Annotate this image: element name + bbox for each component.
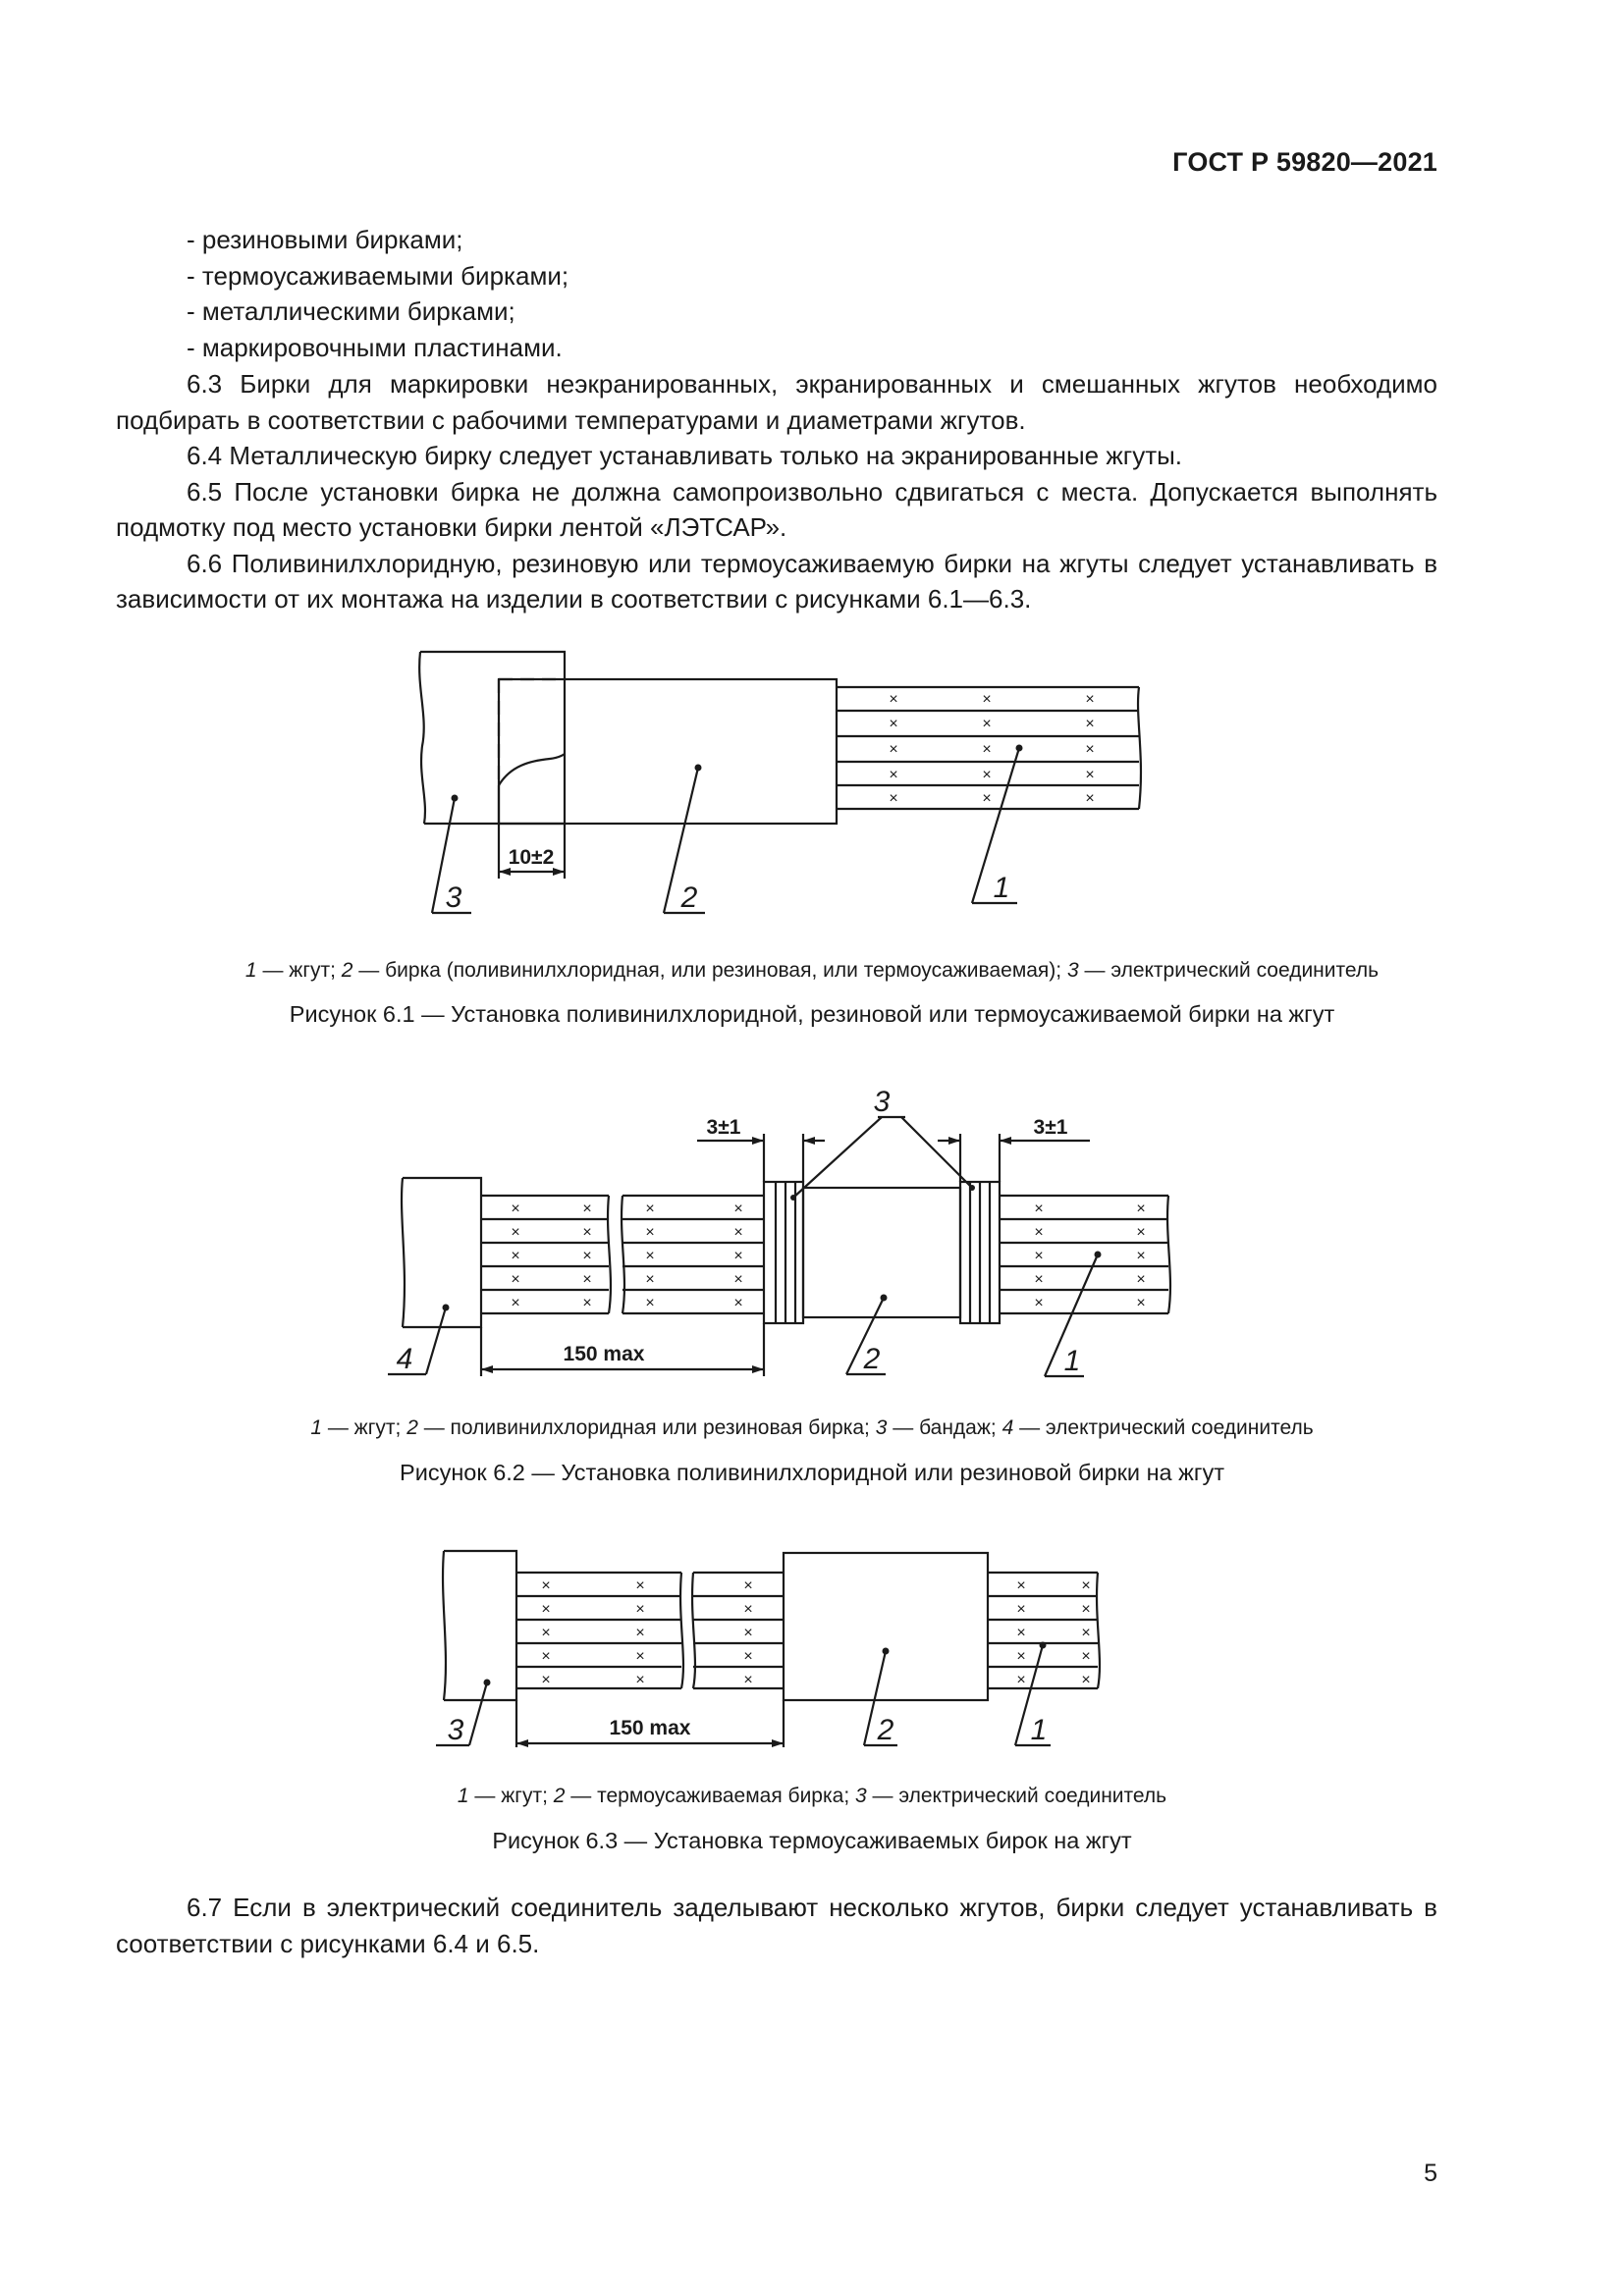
callout-1: 1 — [993, 872, 1010, 904]
legend-text: — бандаж; — [887, 1416, 1002, 1439]
callout-2: 2 — [680, 881, 698, 914]
svg-text:×: × — [1016, 1672, 1026, 1688]
svg-text:×: × — [733, 1224, 743, 1241]
svg-text:×: × — [541, 1577, 551, 1594]
list-item: - маркировочными пластинами. — [187, 332, 563, 362]
svg-text:×: × — [645, 1224, 655, 1241]
svg-text:×: × — [743, 1601, 753, 1618]
svg-text:×: × — [1136, 1224, 1146, 1241]
svg-text:×: × — [1081, 1648, 1091, 1665]
svg-text:×: × — [1034, 1248, 1044, 1264]
figure-6-3-drawing — [0, 1531, 1624, 1747]
svg-text:×: × — [889, 716, 898, 732]
figure-6-1-caption: Рисунок 6.1 — Установка поливинилхлоридной, резиновой или термоусаживаемой бирки на жгут — [289, 1001, 1335, 1027]
svg-text:×: × — [1081, 1601, 1091, 1618]
svg-text:×: × — [733, 1201, 743, 1217]
svg-text:×: × — [982, 691, 992, 708]
figure-6-1-drawing — [0, 628, 1624, 942]
svg-text:×: × — [645, 1201, 655, 1217]
legend-num: 2 — [341, 959, 353, 982]
figure-6-2-drawing — [0, 1080, 1624, 1394]
dimension-label: 10±2 — [508, 846, 555, 869]
svg-text:×: × — [889, 790, 898, 807]
legend-text: — электрический соединитель — [1013, 1416, 1314, 1439]
svg-text:×: × — [982, 741, 992, 758]
svg-text:×: × — [1016, 1577, 1026, 1594]
list-item: - металлическими бирками; — [187, 296, 515, 326]
svg-text:×: × — [635, 1577, 645, 1594]
dimension-length-label: 150 max — [609, 1717, 691, 1739]
svg-text:×: × — [635, 1672, 645, 1688]
dimension-right-label: 3±1 — [1033, 1116, 1068, 1139]
figure-6-2-legend — [0, 1416, 1624, 1440]
svg-text:×: × — [1016, 1648, 1026, 1665]
wire-marks — [541, 1577, 1090, 1688]
legend-num: 3 — [1066, 959, 1079, 982]
svg-text:×: × — [511, 1201, 520, 1217]
legend-num: 4 — [1001, 1416, 1014, 1439]
svg-text:×: × — [511, 1271, 520, 1288]
legend-text: — термоусаживаемая бирка; — [565, 1785, 855, 1807]
svg-text:×: × — [733, 1248, 743, 1264]
svg-text:×: × — [1081, 1577, 1091, 1594]
svg-text:×: × — [541, 1625, 551, 1641]
svg-text:×: × — [1034, 1224, 1044, 1241]
svg-text:×: × — [1034, 1201, 1044, 1217]
svg-text:×: × — [582, 1201, 592, 1217]
callout-1: 1 — [1030, 1714, 1048, 1746]
figure-6-3-legend — [0, 1785, 1624, 1808]
figure-6-3-caption: Рисунок 6.3 — Установка термоусаживаемых бирок на жгут — [492, 1828, 1132, 1853]
legend-text: — электрический соединитель — [866, 1785, 1167, 1807]
legend-num: 1 — [244, 959, 257, 982]
list-item: - резиновыми бирками; — [187, 225, 463, 254]
legend-num: 1 — [310, 1416, 323, 1439]
figure-6-1-legend — [0, 959, 1624, 983]
wire-marks — [511, 1201, 1145, 1311]
svg-text:×: × — [743, 1672, 753, 1688]
legend-num: 2 — [406, 1416, 418, 1439]
svg-text:×: × — [889, 767, 898, 783]
legend-text: — бирка (поливинилхлоридная, или резиновая, или термоусаживаемая); — [352, 959, 1067, 982]
svg-text:×: × — [1085, 691, 1095, 708]
paragraph-6-3: 6.3 Бирки для маркировки неэкранированных, экранированных и смешанных жгутов необходимо подбирать в соответствии с рабочими температурами и диаметрами жгутов. — [116, 369, 1437, 435]
paragraph-6-5: 6.5 После установки бирка не должна самопроизвольно сдвигаться с места. Допускается выполнять подмотку под место установки бирки лентой «ЛЭТСАР». — [116, 476, 1437, 542]
svg-text:×: × — [1136, 1271, 1146, 1288]
svg-text:×: × — [541, 1648, 551, 1665]
svg-text:×: × — [1136, 1248, 1146, 1264]
svg-text:×: × — [645, 1248, 655, 1264]
svg-text:×: × — [1034, 1271, 1044, 1288]
callout-4: 4 — [396, 1343, 413, 1375]
svg-text:×: × — [1136, 1295, 1146, 1311]
svg-text:×: × — [1085, 716, 1095, 732]
svg-text:×: × — [635, 1601, 645, 1618]
paragraphs-block — [116, 366, 1437, 617]
dimension-left-label: 3±1 — [706, 1116, 741, 1139]
legend-num: 2 — [553, 1785, 566, 1807]
legend-num: 3 — [875, 1416, 888, 1439]
svg-text:×: × — [1016, 1601, 1026, 1618]
svg-text:×: × — [889, 691, 898, 708]
callout-2: 2 — [863, 1343, 881, 1375]
svg-text:×: × — [511, 1295, 520, 1311]
callout-3: 3 — [445, 881, 462, 914]
svg-text:×: × — [1016, 1625, 1026, 1641]
paragraph-6-7: 6.7 Если в электрический соединитель заделывают несколько жгутов, бирки следует устанавливать в соответствии с рисунками 6.4 и 6.5. — [116, 1893, 1437, 1958]
svg-text:×: × — [1081, 1672, 1091, 1688]
legend-text: — жгут; — [468, 1785, 554, 1807]
svg-text:×: × — [582, 1224, 592, 1241]
page-number: 5 — [1424, 2160, 1437, 2187]
svg-text:×: × — [635, 1648, 645, 1665]
svg-text:×: × — [1085, 790, 1095, 807]
svg-text:×: × — [982, 790, 992, 807]
callout-1: 1 — [1063, 1345, 1081, 1377]
svg-text:×: × — [645, 1295, 655, 1311]
svg-text:×: × — [982, 767, 992, 783]
figure-6-2-caption: Рисунок 6.2 — Установка поливинилхлоридной или резиновой бирки на жгут — [400, 1460, 1224, 1485]
svg-text:×: × — [1085, 741, 1095, 758]
paragraph-6-6: 6.6 Поливинилхлоридную, резиновую или термоусаживаемую бирки на жгуты следует устанавливать в зависимости от их монтажа на изделии в соответствии с рисунками 6.1—6.3. — [116, 548, 1437, 614]
svg-text:×: × — [743, 1648, 753, 1665]
legend-text: — электрический соединитель — [1078, 959, 1380, 982]
wire-marks — [889, 691, 1094, 807]
legend-num: 3 — [855, 1785, 867, 1807]
svg-text:×: × — [1081, 1625, 1091, 1641]
document-id: ГОСТ Р 59820—2021 — [1172, 147, 1437, 177]
svg-text:×: × — [982, 716, 992, 732]
svg-text:×: × — [733, 1295, 743, 1311]
svg-text:×: × — [1034, 1295, 1044, 1311]
callout-3: 3 — [447, 1714, 464, 1746]
svg-text:×: × — [889, 741, 898, 758]
dimension-length-label: 150 max — [563, 1343, 645, 1365]
svg-text:×: × — [582, 1271, 592, 1288]
svg-text:×: × — [635, 1625, 645, 1641]
svg-text:×: × — [511, 1224, 520, 1241]
svg-text:×: × — [582, 1295, 592, 1311]
paragraph-block-2 — [116, 1890, 1437, 1961]
callout-3: 3 — [873, 1086, 891, 1118]
paragraph-6-4: 6.4 Металлическую бирку следует устанавливать только на экранированные жгуты. — [187, 441, 1183, 470]
svg-text:×: × — [541, 1672, 551, 1688]
list-item: - термоусаживаемыми бирками; — [187, 260, 569, 291]
svg-text:×: × — [582, 1248, 592, 1264]
svg-text:×: × — [733, 1271, 743, 1288]
legend-text: — жгут; — [256, 959, 342, 982]
callout-2: 2 — [877, 1714, 894, 1746]
legend-num: 1 — [457, 1785, 469, 1807]
svg-text:×: × — [1136, 1201, 1146, 1217]
svg-text:×: × — [511, 1248, 520, 1264]
svg-text:×: × — [1085, 767, 1095, 783]
legend-text: — поливинилхлоридная или резиновая бирка; — [417, 1416, 876, 1439]
legend-text: — жгут; — [322, 1416, 407, 1439]
svg-text:×: × — [541, 1601, 551, 1618]
marking-list — [116, 222, 1437, 365]
svg-text:×: × — [743, 1577, 753, 1594]
svg-text:×: × — [645, 1271, 655, 1288]
svg-text:×: × — [743, 1625, 753, 1641]
